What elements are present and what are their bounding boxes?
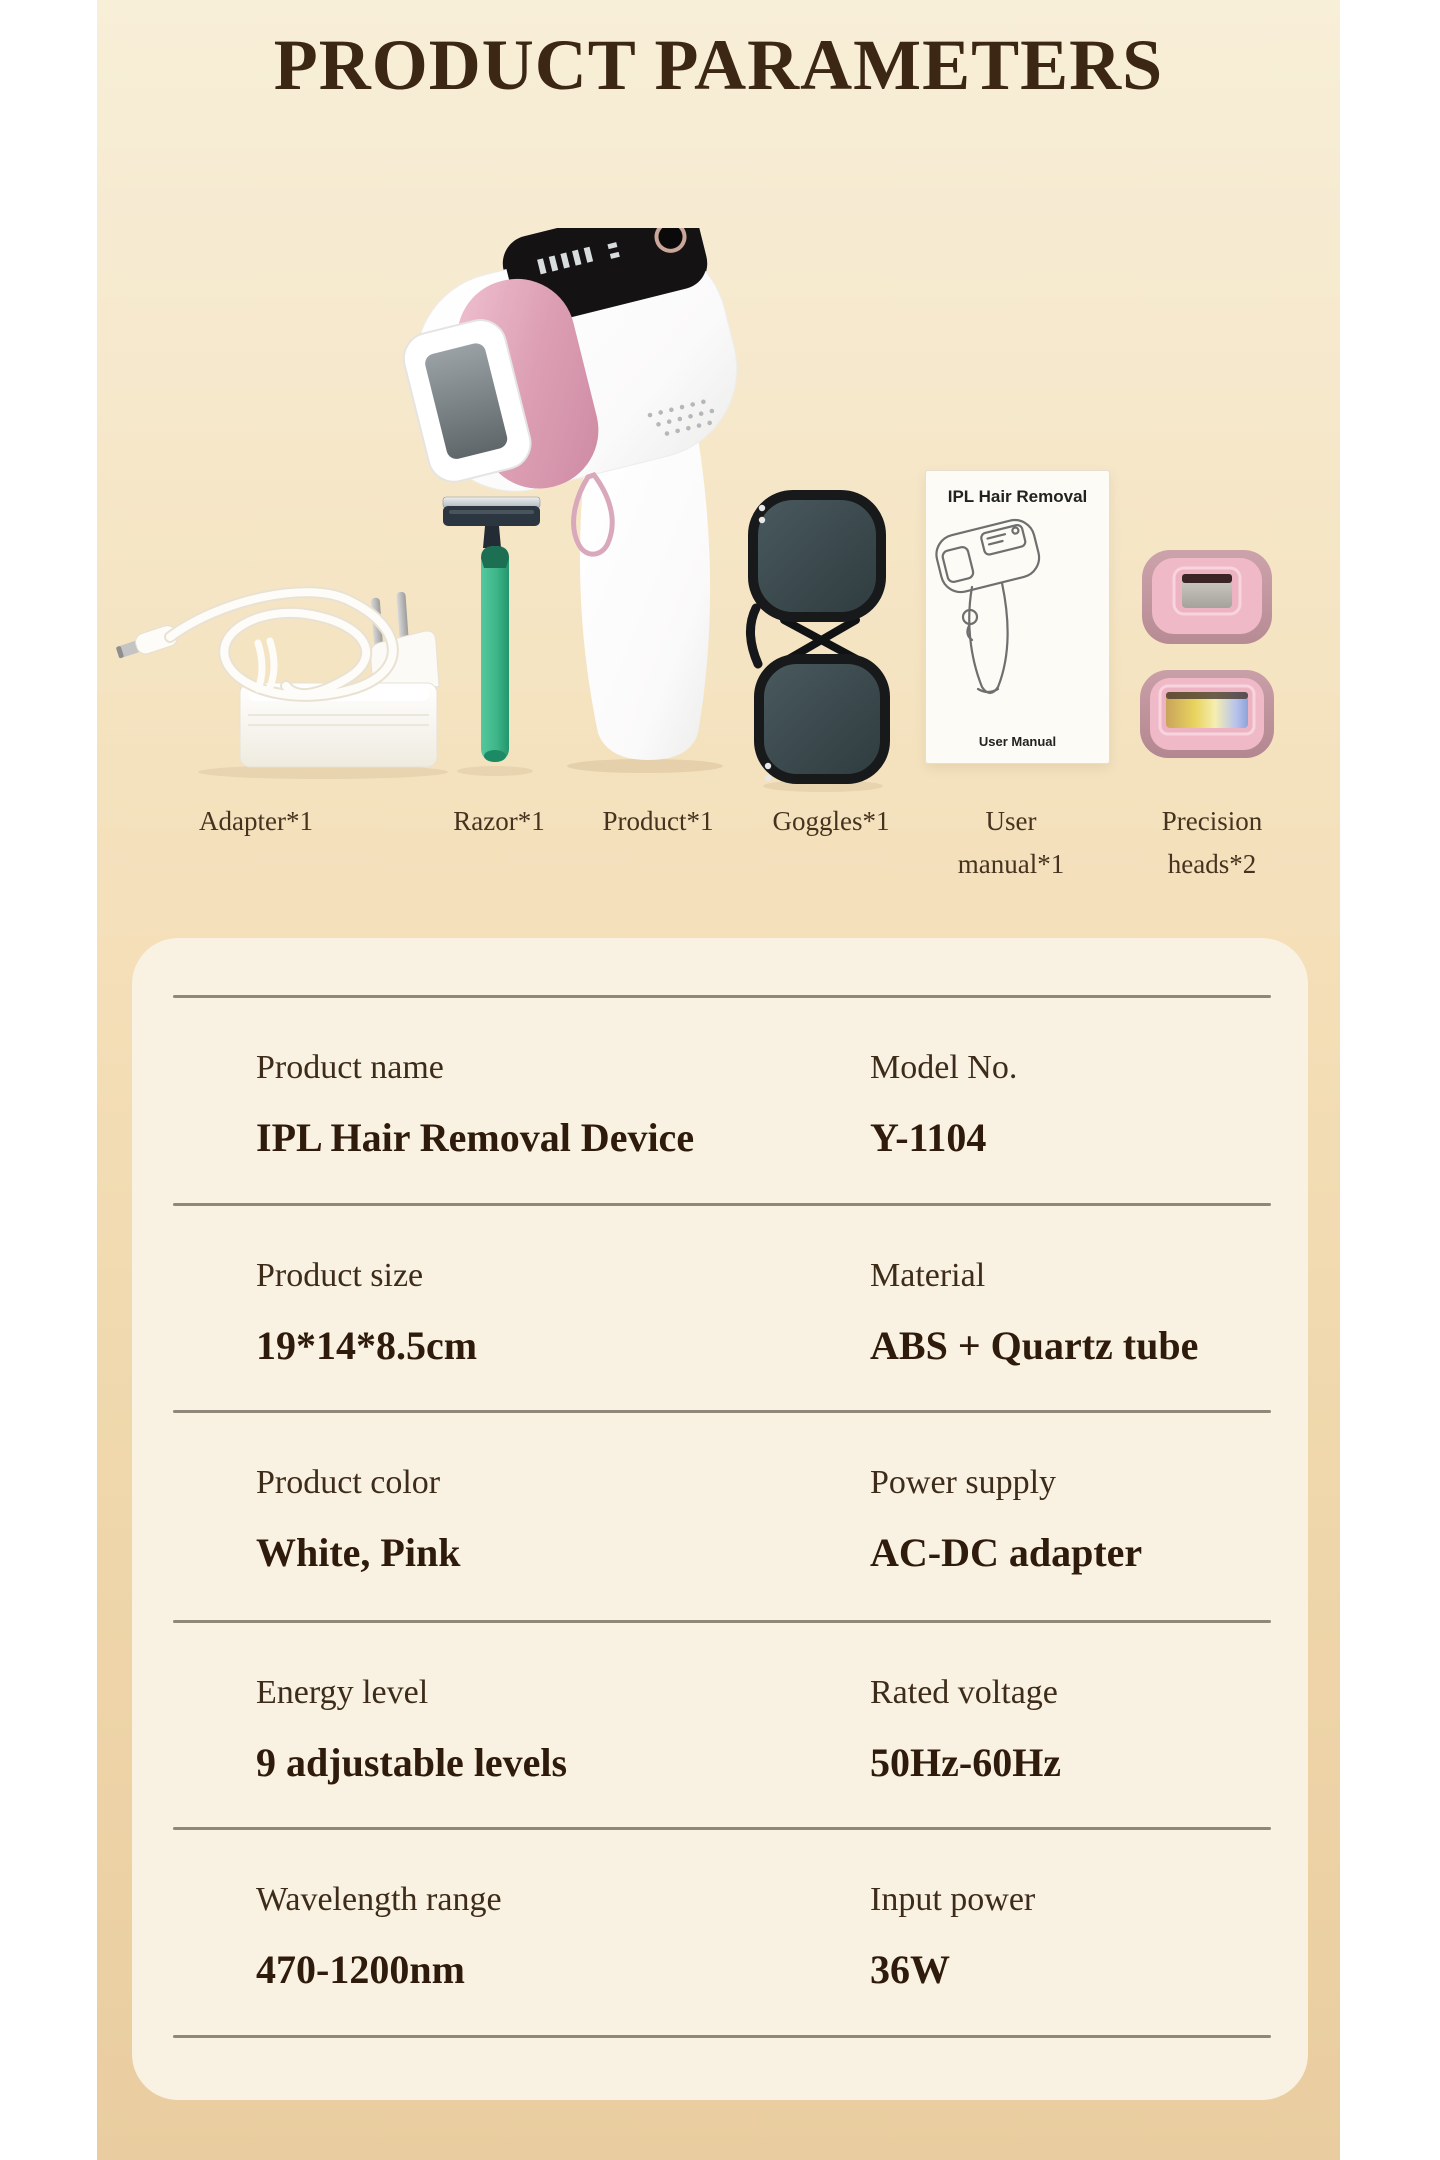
kit-item-label-razor: Razor*1 bbox=[453, 806, 545, 836]
spec-cell-left bbox=[256, 1461, 460, 1579]
goggles-illustration bbox=[738, 468, 898, 793]
page-title: PRODUCT PARAMETERS bbox=[273, 25, 1164, 105]
spec-cell-right bbox=[870, 1461, 1142, 1579]
spec-value: Y-1104 bbox=[870, 1115, 987, 1160]
spec-row-product-color bbox=[132, 1461, 1308, 1661]
spec-cell-left bbox=[256, 1671, 567, 1789]
spec-label: Model No. bbox=[870, 1049, 1018, 1086]
spec-label: Power supply bbox=[870, 1464, 1057, 1501]
spec-value: 470-1200nm bbox=[256, 1947, 465, 1992]
spec-row-energy-level bbox=[132, 1671, 1308, 1871]
spec-cell-right bbox=[870, 1254, 1198, 1372]
kit-item-label-precision-heads: Precision heads*2 bbox=[1161, 806, 1263, 879]
spec-row-product-size bbox=[132, 1254, 1308, 1454]
spec-label: Product name bbox=[256, 1049, 444, 1086]
spec-cell-left bbox=[256, 1878, 502, 1996]
adapter-illustration bbox=[108, 545, 448, 780]
spec-value: AC-DC adapter bbox=[870, 1530, 1143, 1575]
precision-head-1-illustration bbox=[1140, 548, 1274, 648]
kit-item-label-product: Product*1 bbox=[602, 806, 714, 836]
spec-value: IPL Hair Removal Device bbox=[256, 1115, 695, 1160]
spec-value: ABS + Quartz tube bbox=[870, 1323, 1199, 1368]
spec-label: Energy level bbox=[256, 1674, 429, 1711]
spec-label: Product size bbox=[256, 1257, 424, 1294]
kit-item-label-goggles: Goggles*1 bbox=[772, 806, 890, 836]
kit-item-label-user-manual: User manual*1 bbox=[957, 806, 1065, 879]
precision-head-2-illustration bbox=[1138, 668, 1276, 760]
manual-title: IPL Hair Removal bbox=[947, 487, 1088, 506]
spec-value: White, Pink bbox=[256, 1530, 461, 1575]
spec-value: 50Hz-60Hz bbox=[870, 1740, 1062, 1785]
spec-row-product-name bbox=[132, 1046, 1308, 1246]
spec-cell-left bbox=[256, 1254, 477, 1372]
spec-label: Material bbox=[870, 1257, 986, 1294]
spec-cell-right bbox=[870, 1671, 1061, 1789]
spec-value: 9 adjustable levels bbox=[256, 1740, 568, 1785]
spec-cell-right bbox=[870, 1046, 1017, 1164]
spec-cell-right bbox=[870, 1878, 1035, 1996]
spec-label: Wavelength range bbox=[256, 1881, 502, 1918]
manual-footer: User Manual bbox=[978, 734, 1057, 749]
spec-value: 36W bbox=[870, 1947, 950, 1992]
spec-card bbox=[132, 938, 1308, 2100]
manual-device-sketch bbox=[926, 517, 1050, 713]
kit-photo-area bbox=[0, 0, 1440, 900]
razor-illustration bbox=[435, 488, 555, 778]
spec-label: Product color bbox=[256, 1464, 441, 1501]
spec-value: 19*14*8.5cm bbox=[256, 1323, 478, 1368]
divider-line bbox=[173, 995, 1271, 998]
spec-cell-left bbox=[256, 1046, 694, 1164]
user-manual-illustration bbox=[925, 470, 1110, 764]
kit-item-label-adapter: Adapter*1 bbox=[199, 806, 313, 836]
spec-label: Input power bbox=[870, 1881, 1036, 1918]
spec-row-wavelength bbox=[132, 1878, 1308, 2078]
spec-label: Rated voltage bbox=[870, 1674, 1058, 1711]
